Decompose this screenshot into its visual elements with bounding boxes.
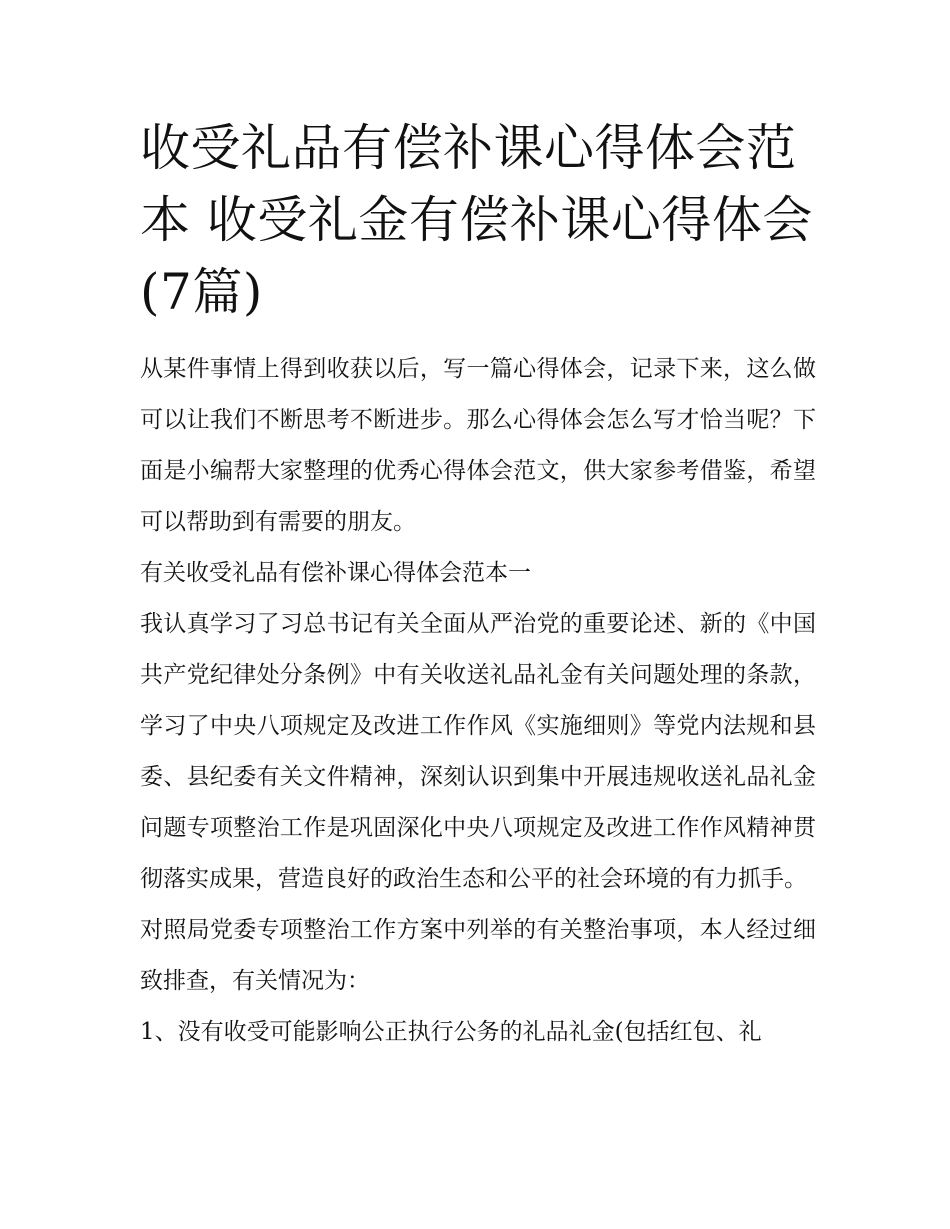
intro-paragraph: 从某件事情上得到收获以后，写一篇心得体会，记录下来，这么做可以让我们不断思考不断进步。那么心得体会怎么写才恰当呢？下面是小编帮大家整理的优秀心得体会范文，供大家参考借鉴，希望可以帮助到有需要的朋友。 [140,356,816,535]
section-heading: 有关收受礼品有偿补课心得体会范本一 [140,560,531,586]
body-paragraph: 我认真学习了习总书记有关全面从严治党的重要论述、新的《中国共产党纪律处分条例》中有关收送礼品礼金有关问题处理的条款，学习了中央八项规定及改进工作作风《实施细则》等党内法规和县委、县纪委有关文件精神，深刻认识到集中开展违规收送礼品礼金问题专项整治工作是巩固深化中央八项规定及改进工作作风精神贯彻落实成果，营造良好的政治生态和公平的社会环境的有力抓手。 [140,611,816,892]
body-paragraph: 对照局党委专项整治工作方案中列举的有关整治事项，本人经过细致排查，有关情况为： [140,917,816,994]
list-item: 1、没有收受可能影响公正执行公务的礼品礼金(包括红包、礼 [140,1019,762,1045]
document-body [140,344,816,1058]
document-page [140,112,816,1058]
document-title: 收受礼品有偿补课心得体会范本 收受礼金有偿补课心得体会(7篇) [140,119,813,321]
